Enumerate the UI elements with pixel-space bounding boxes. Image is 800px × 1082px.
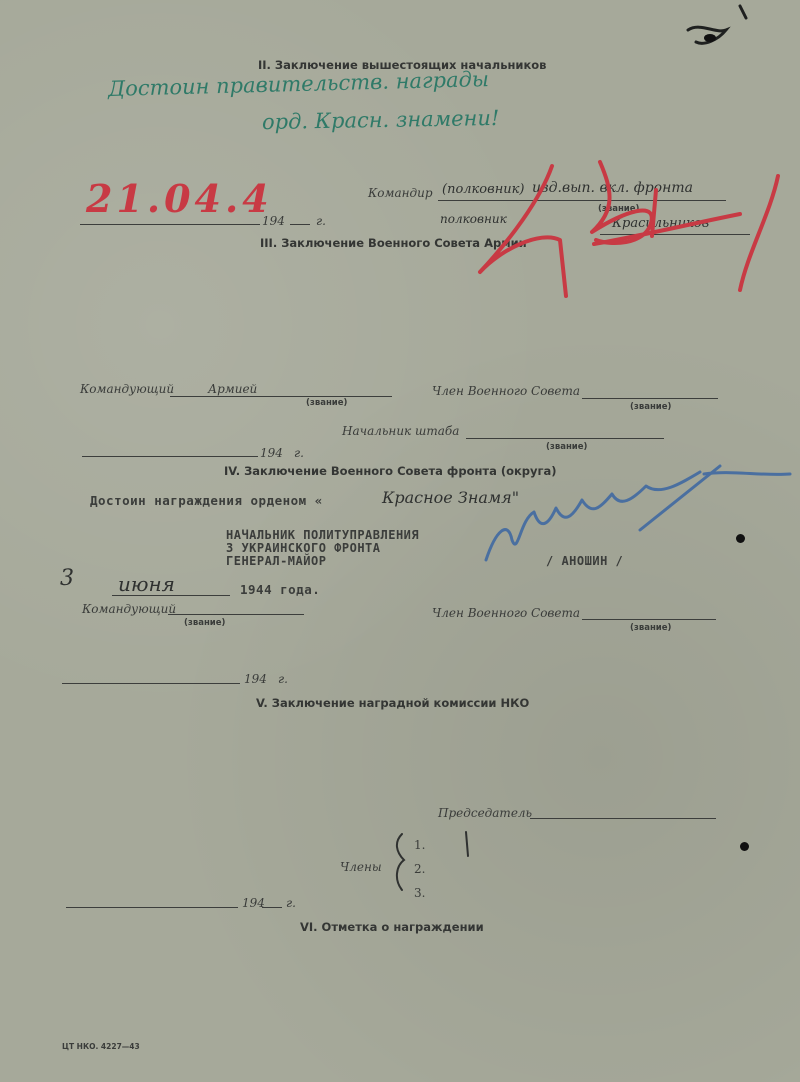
nko-date-year: 194 (244, 672, 267, 686)
army-commander-label: Командующий (80, 382, 175, 396)
year-g: г. (316, 214, 326, 228)
section-2-heading: II. Заключение вышестоящих начальников (258, 58, 547, 72)
blue-ink-signature (486, 466, 790, 560)
handwritten-recommendation-line2: орд. Красн. знамени! (261, 105, 500, 135)
army-date-year: 194 (260, 446, 283, 460)
zvanie-caption-3b: (звание) (630, 402, 672, 412)
rank-hand-2: полковник (440, 212, 507, 226)
front-date-year: 1944 года. (240, 582, 321, 597)
handwritten-recommendation-line1: Достоин правительств. награды (107, 67, 490, 101)
handwritten-date-red: 21.04.4 (86, 176, 273, 221)
surname-hand: Красильников (612, 216, 710, 231)
nko-date-g-2: г. (286, 896, 296, 910)
member-2: 2. (414, 862, 426, 876)
army-label: Армией (208, 382, 258, 396)
zvanie-caption-4a: (звание) (184, 618, 226, 628)
nko-date-g: г. (278, 672, 288, 686)
black-ink-mark (688, 6, 746, 43)
section-5-heading: V. Заключение наградной комиссии НКО (256, 696, 530, 710)
margin-marks (397, 832, 468, 890)
section-6-heading: VI. Отметка о награждении (300, 920, 484, 934)
year-prefix: 194 (262, 214, 285, 228)
print-code: ЦТ НКО. 4227—43 (62, 1042, 140, 1051)
section-4-heading: IV. Заключение Военного Совета фронта (округа) (224, 464, 557, 478)
front-council-label: Член Военного Совета (432, 606, 581, 620)
commander-label: Командир (368, 186, 433, 200)
zvanie-caption-2: (звание) (598, 204, 640, 214)
commander-unit-hand: изд.вып. вкл. фронта (532, 180, 693, 196)
typed-title-line3: ГЕНЕРАЛ-МАЙОР (226, 554, 327, 568)
punch-hole (704, 34, 716, 42)
section-3-heading: III. Заключение Военного Совета Армии (260, 236, 527, 250)
nko-date-year-2: 194 (242, 896, 265, 910)
front-date-month: июня (118, 572, 175, 596)
army-date-g: г. (294, 446, 304, 460)
front-commander-label: Командующий (82, 602, 177, 616)
member-3: 3. (414, 886, 426, 900)
handwritten-award-name: Красное Знамя" (382, 488, 520, 507)
commander-rank-hand: (полковник) (442, 182, 525, 197)
typed-conclusion: Достоин награждения орденом « (90, 493, 323, 508)
punch-hole (740, 842, 749, 851)
zvanie-caption-3a: (звание) (306, 398, 348, 408)
typed-signatory-name: / АНОШИН / (546, 554, 624, 568)
punch-hole (736, 534, 745, 543)
red-pencil-signature (480, 162, 778, 296)
front-date-day: 3 (60, 566, 74, 591)
chairman-label: Председатель (438, 806, 533, 820)
zvanie-caption-4b: (звание) (630, 623, 672, 633)
chief-of-staff-label: Начальник штаба (342, 424, 460, 438)
army-council-label: Член Военного Совета (432, 384, 581, 398)
zvanie-caption-3c: (звание) (546, 442, 588, 452)
typed-title-line2: 3 УКРАИНСКОГО ФРОНТА (226, 541, 381, 555)
typed-title-line1: НАЧАЛЬНИК ПОЛИТУПРАВЛЕНИЯ (226, 528, 420, 542)
members-label: Члены (340, 860, 382, 874)
member-1: 1. (414, 838, 426, 852)
